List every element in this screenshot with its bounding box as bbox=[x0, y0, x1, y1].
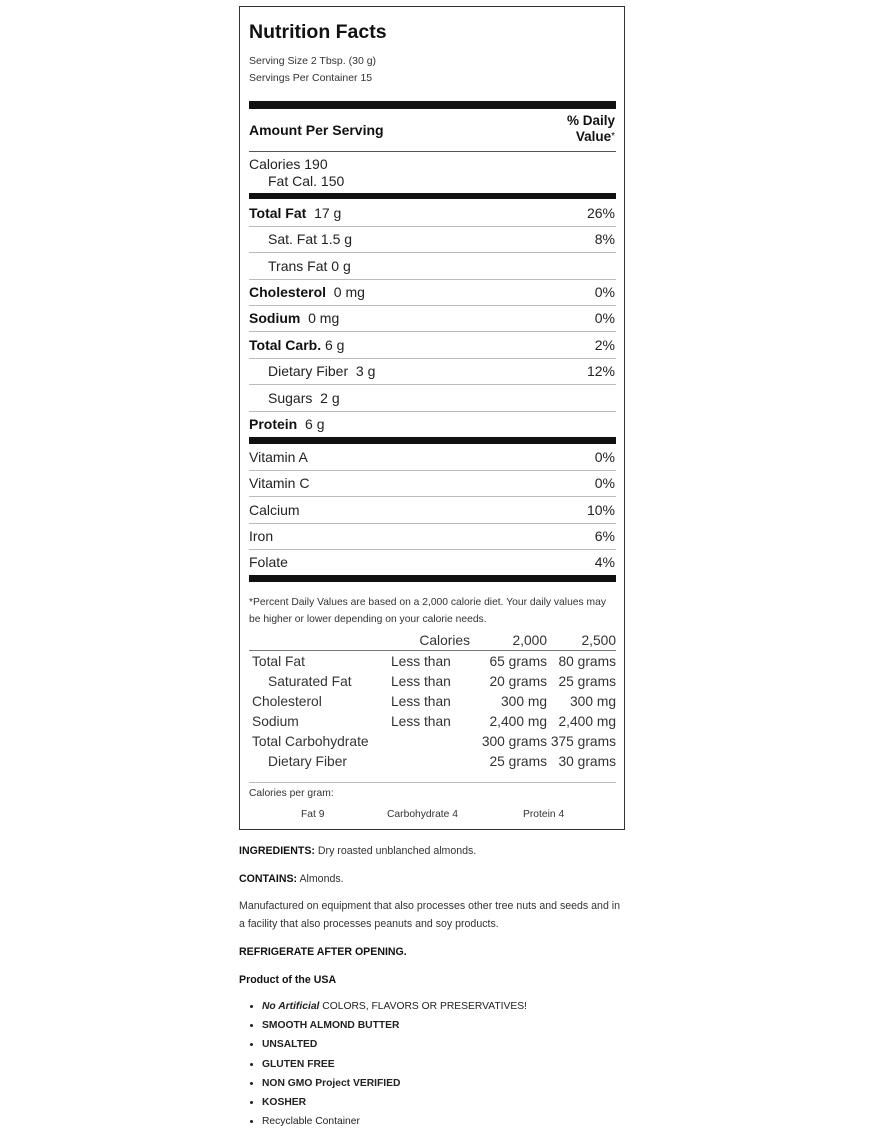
label-title: Nutrition Facts bbox=[249, 21, 387, 43]
nutrient-dv: 2% bbox=[594, 337, 615, 353]
vitamin-dv: 4% bbox=[594, 554, 615, 570]
divider bbox=[249, 305, 616, 306]
daily-value-header-line1: % Daily bbox=[566, 113, 615, 128]
nutrient-dv: 12% bbox=[586, 363, 615, 379]
contains bbox=[239, 873, 344, 885]
nutrient-name: Total Carb. bbox=[249, 337, 322, 353]
vitamin-dv: 0% bbox=[594, 475, 615, 491]
table-cell: 80 grams bbox=[558, 653, 616, 669]
thick-divider bbox=[249, 437, 616, 444]
per-gram-protein: Protein 4 bbox=[523, 809, 565, 820]
nutrient-dv: 8% bbox=[594, 231, 615, 247]
nutrient-amount: 0 mg bbox=[308, 310, 340, 326]
table-cell: Sodium bbox=[252, 713, 299, 729]
table-cell: 300 mg bbox=[569, 693, 616, 709]
table-row bbox=[249, 651, 616, 672]
table-cell: 25 grams bbox=[489, 753, 547, 769]
ingredients-label: INGREDIENTS: bbox=[239, 845, 315, 857]
nutrient-amount: 6 g bbox=[305, 416, 325, 432]
vitamin-name: Iron bbox=[249, 528, 274, 544]
divider bbox=[249, 782, 616, 783]
nutrient-amount: 6 g bbox=[324, 337, 345, 353]
divider bbox=[249, 279, 616, 280]
divider bbox=[249, 470, 616, 471]
nutrient-name: Sodium bbox=[249, 310, 301, 326]
list-item-italic: No Artificial bbox=[262, 1001, 320, 1012]
nutrient-dv: 0% bbox=[594, 284, 615, 300]
list-item bbox=[262, 997, 527, 1016]
table-cell: 25 grams bbox=[558, 673, 616, 689]
nutrient-name: Cholesterol bbox=[249, 284, 327, 300]
table-cell: 30 grams bbox=[558, 753, 616, 769]
vitamin-dv: 0% bbox=[594, 449, 615, 465]
ingredients-text: Dry roasted unblanched almonds. bbox=[317, 845, 477, 857]
divider bbox=[249, 151, 616, 152]
list-item: • NON GMO Project VERIFIED bbox=[262, 1074, 527, 1093]
table-cell: 65 grams bbox=[489, 653, 547, 669]
table-header-row bbox=[249, 630, 616, 651]
divider bbox=[249, 549, 616, 550]
daily-value-asterisk: * bbox=[611, 131, 615, 142]
ingredients bbox=[239, 845, 476, 857]
facility-note: Manufactured on equipment that also processes other tree nuts and seeds and in a facility that also processes peanuts and soy products. bbox=[239, 900, 621, 930]
nutrient-amount: 0 mg bbox=[333, 284, 365, 300]
table-cell: Less than bbox=[391, 653, 451, 669]
table-cell: 375 grams bbox=[550, 733, 616, 749]
table-header: Calories bbox=[419, 632, 470, 648]
nutrient-dv: 0% bbox=[594, 310, 615, 326]
servings-per-container: Servings Per Container 15 bbox=[249, 72, 373, 84]
table-cell: Total Carbohydrate bbox=[252, 733, 369, 749]
table-cell: 20 grams bbox=[489, 673, 547, 689]
divider bbox=[249, 226, 616, 227]
table-cell: Total Fat bbox=[252, 653, 305, 669]
nutrient-row-trans-fat: Trans Fat 0 g bbox=[268, 258, 351, 274]
list-item-text: COLORS, FLAVORS OR PRESERVATIVES! bbox=[322, 1001, 527, 1012]
nutrient-row-sat-fat: Sat. Fat 1.5 g bbox=[268, 231, 353, 247]
table-cell: Less than bbox=[391, 713, 451, 729]
table-cell: 2,400 mg bbox=[558, 713, 616, 729]
table-cell: Less than bbox=[391, 693, 451, 709]
table-header: 2,000 bbox=[512, 632, 547, 648]
table-row bbox=[249, 751, 616, 771]
calories: Calories 190 bbox=[249, 156, 328, 172]
divider bbox=[249, 384, 616, 385]
per-gram-carbohydrate: Carbohydrate 4 bbox=[387, 809, 458, 820]
daily-value-reference-table bbox=[249, 630, 616, 771]
vitamin-dv: 6% bbox=[594, 528, 615, 544]
amount-per-serving: Amount Per Serving bbox=[249, 122, 384, 138]
nutrient-row-protein bbox=[249, 416, 324, 432]
list-item: • Recyclable Container bbox=[262, 1112, 527, 1131]
table-cell: Dietary Fiber bbox=[268, 753, 347, 769]
product-origin: Product of the USA bbox=[239, 974, 337, 986]
table-row bbox=[249, 711, 616, 731]
nutrient-row-sugars: Sugars 2 g bbox=[268, 390, 340, 406]
daily-value-header bbox=[567, 113, 615, 145]
table-header: 2,500 bbox=[581, 632, 616, 648]
table-row bbox=[249, 691, 616, 711]
table-cell: Less than bbox=[391, 673, 451, 689]
contains-text: Almonds. bbox=[299, 873, 344, 885]
fat-calories: Fat Cal. 150 bbox=[268, 173, 345, 189]
divider bbox=[249, 252, 616, 253]
nutrient-amount: 17 g bbox=[314, 205, 342, 221]
divider bbox=[249, 358, 616, 359]
nutrient-row-total-fat bbox=[249, 205, 341, 221]
table-row bbox=[249, 671, 616, 691]
table-cell: Saturated Fat bbox=[268, 673, 352, 689]
thick-divider bbox=[249, 575, 616, 582]
vitamin-name: Calcium bbox=[249, 502, 300, 518]
divider bbox=[249, 331, 616, 332]
table-row bbox=[249, 731, 616, 751]
nutrient-name: Total Fat bbox=[249, 205, 307, 221]
table-cell: 300 mg bbox=[500, 693, 547, 709]
nutrient-row-cholesterol bbox=[249, 284, 365, 300]
vitamin-dv: 10% bbox=[586, 502, 615, 518]
nutrient-row-dietary-fiber: Dietary Fiber 3 g bbox=[268, 363, 376, 379]
nutrient-name: Protein bbox=[249, 416, 298, 432]
table-cell: 300 grams bbox=[481, 733, 547, 749]
divider bbox=[249, 496, 616, 497]
feature-list bbox=[247, 997, 527, 1131]
vitamin-name: Vitamin A bbox=[249, 449, 308, 465]
daily-value-footnote: *Percent Daily Values are based on a 2,000 calorie diet. Your daily values may be higher or lower depending on your calorie needs. bbox=[249, 597, 606, 625]
table-cell: Cholesterol bbox=[252, 693, 322, 709]
nutrient-row-total-carb bbox=[249, 337, 344, 353]
vitamin-name: Vitamin C bbox=[249, 475, 310, 491]
list-item: • SMOOTH ALMOND BUTTER bbox=[262, 1016, 527, 1035]
divider bbox=[249, 411, 616, 412]
divider bbox=[249, 523, 616, 524]
table-cell: 2,400 mg bbox=[489, 713, 547, 729]
list-item: • KOSHER bbox=[262, 1093, 527, 1112]
vitamin-name: Folate bbox=[249, 554, 288, 570]
refrigerate-notice: REFRIGERATE AFTER OPENING. bbox=[239, 946, 407, 958]
calories-per-gram-label: Calories per gram: bbox=[249, 788, 334, 799]
list-item: • UNSALTED bbox=[262, 1035, 527, 1054]
nutrient-dv: 26% bbox=[586, 205, 615, 221]
daily-value-header-line2: Value bbox=[575, 129, 612, 144]
thick-divider bbox=[249, 101, 616, 109]
contains-label: CONTAINS: bbox=[239, 873, 298, 885]
medium-divider bbox=[249, 193, 616, 199]
nutrient-row-sodium bbox=[249, 310, 339, 326]
nutrition-facts-label bbox=[239, 6, 625, 830]
table-cell bbox=[391, 751, 470, 771]
table-cell bbox=[391, 731, 470, 751]
per-gram-fat: Fat 9 bbox=[301, 809, 325, 820]
list-item: • GLUTEN FREE bbox=[262, 1055, 527, 1074]
serving-size: Serving Size 2 Tbsp. (30 g) bbox=[249, 55, 377, 67]
